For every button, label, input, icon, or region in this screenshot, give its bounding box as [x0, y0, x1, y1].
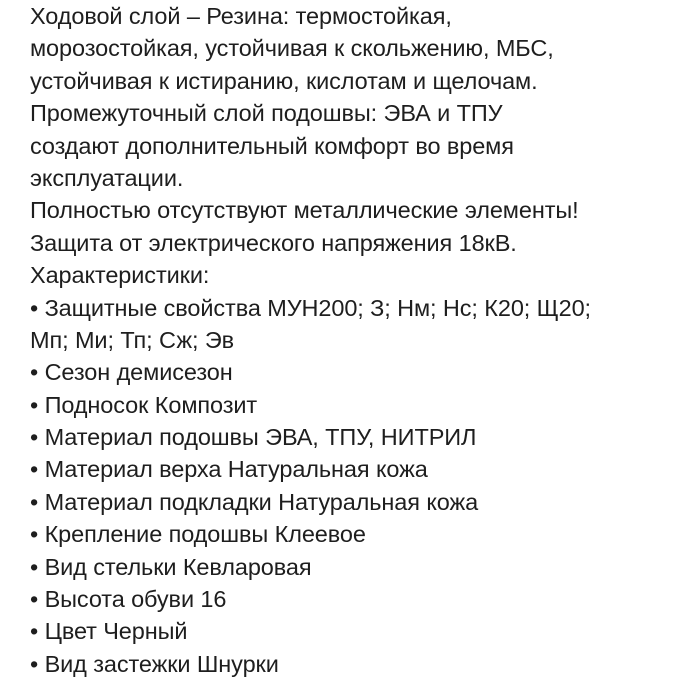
midsole-line-1: Промежуточный слой подошвы: ЭВА и ТПУ — [30, 100, 503, 127]
list-item-protective-properties-cont: Мп; Ми; Тп; Сж; Эв — [30, 326, 235, 353]
sole-layer-line-3: устойчивая к истиранию, кислотам и щелочам. — [30, 67, 538, 94]
midsole-line-2: создают дополнительный комфорт во время — [30, 132, 514, 159]
list-item-season: • Сезон демисезон — [30, 356, 670, 388]
midsole-line-3: эксплуатации. — [30, 164, 184, 191]
list-item-sole-material: • Материал подошвы ЭВА, ТПУ, НИТРИЛ — [30, 421, 670, 453]
list-item-boot-height: • Высота обуви 16 — [30, 583, 670, 615]
list-item-insole-type: • Вид стельки Кевларовая — [30, 551, 670, 583]
product-description — [30, 0, 670, 680]
characteristics-heading: Характеристики: — [30, 262, 210, 289]
no-metal-line: Полностью отсутствуют металлические элементы! — [30, 197, 579, 224]
list-item-color: • Цвет Черный — [30, 615, 670, 647]
list-item-upper-material: • Материал верха Натуральная кожа — [30, 453, 670, 485]
list-item-fastening: • Вид застежки Шнурки — [30, 648, 670, 680]
protection-line: Защита от электрического напряжения 18кВ. — [30, 229, 517, 256]
sole-layer-line-1: Ходовой слой – Резина: термостойкая, — [30, 3, 452, 29]
list-item-toe-cap: • Подносок Композит — [30, 389, 670, 421]
sole-layer-line-2: морозостойкая, устойчивая к скольжению, МБС, — [30, 35, 554, 62]
list-item-lining-material: • Материал подкладки Натуральная кожа — [30, 486, 670, 518]
list-item-protective-properties: • Защитные свойства МУН200; З; Нм; Нс; К20; Щ20; — [30, 292, 670, 324]
list-item-sole-attachment: • Крепление подошвы Клеевое — [30, 518, 670, 550]
